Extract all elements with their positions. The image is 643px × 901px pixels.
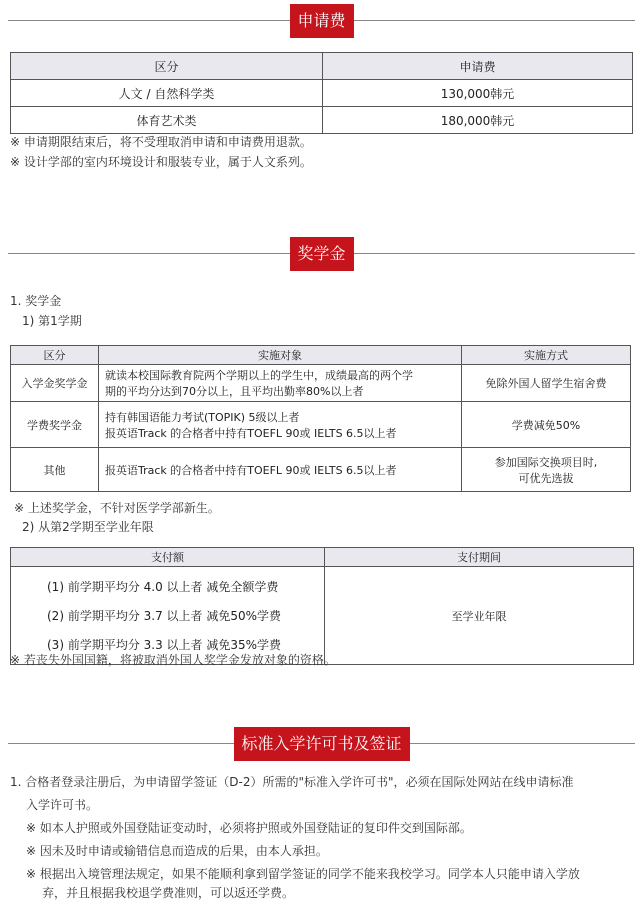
table-cell: 人文 / 自然科学类 <box>11 80 323 107</box>
table-header: 区分 <box>11 346 99 365</box>
table-header: 实施方式 <box>462 346 631 365</box>
table-cell: 130,000韩元 <box>323 80 633 107</box>
note: 弃，并且根据我校退学费准则，可以返还学费。 <box>42 886 295 900</box>
scholarship-table <box>10 345 631 492</box>
table-cell: 入学金奖学金 <box>11 365 99 402</box>
list-item: (2) 前学期平均分 3.7 以上者 减免50%学费 <box>47 609 282 623</box>
cell-line: 可优先选拔 <box>518 471 574 485</box>
sub-item: 1) 第1学期 <box>22 314 82 328</box>
note: ※ 因未及时申请或输错信息而造成的后果，由本人承担。 <box>26 844 328 858</box>
note: ※ 若丧失外国国籍，将被取消外国人奖学金发放对象的资格。 <box>10 653 336 667</box>
cell-line: 持有韩国语能力考试(TOPIK) 5级以上者 <box>105 410 300 424</box>
note: ※ 设计学部的室内环境设计和服装专业，属于人文系列。 <box>10 155 312 169</box>
section-title: 奖学金 <box>289 237 353 271</box>
table-cell: 体育艺术类 <box>11 107 323 134</box>
cell-line: 就读本校国际教育院两个学期以上的学生中，成绩最高的两个学 <box>105 369 413 382</box>
section-title: 申请费 <box>289 4 353 38</box>
note: ※ 上述奖学金，不针对医学学部新生。 <box>14 501 220 515</box>
table-cell: 至学业年限 <box>325 567 634 665</box>
table-row <box>11 567 634 665</box>
fee-table <box>10 52 633 134</box>
table-cell: 免除外国人留学生宿舍费 <box>462 365 631 402</box>
sub-item: 2) 从第2学期至学业年限 <box>22 520 154 534</box>
section-header-fee <box>0 4 643 38</box>
table-cell: 其他 <box>11 448 99 492</box>
table-cell <box>11 567 325 665</box>
table-cell <box>462 448 631 492</box>
cell-line: 参加国际交换项目时, <box>494 455 598 469</box>
table-cell: 报英语Track 的合格者中持有TOEFL 90或 IELTS 6.5以上者 <box>99 448 462 492</box>
table-header: 区分 <box>11 53 323 80</box>
cell-line: 报英语Track 的合格者中持有TOEFL 90或 IELTS 6.5以上者 <box>105 426 397 440</box>
cell-line: 期的平均分达到70分以上，且平均出勤率80%以上者 <box>105 385 364 398</box>
table-row <box>11 448 631 492</box>
table-cell <box>99 365 462 402</box>
table-row <box>11 402 631 448</box>
section-title: 标准入学许可书及签证 <box>233 727 409 761</box>
table-header: 申请费 <box>323 53 633 80</box>
table-header: 实施对象 <box>99 346 462 365</box>
section-header-visa <box>0 727 643 761</box>
list-item: 1. 奖学金 <box>10 294 62 308</box>
list-item: (3) 前学期平均分 3.3 以上者 减免35%学费 <box>47 638 282 652</box>
table-header: 支付期间 <box>325 548 634 567</box>
list-item: (1) 前学期平均分 4.0 以上者 减免全额学费 <box>47 580 279 594</box>
note: ※ 如本人护照或外国登陆证变动时，必须将护照或外国登陆证的复印件交到国际部。 <box>26 821 472 835</box>
section-header-scholarship <box>0 237 643 271</box>
note: ※ 申请期限结束后，将不受理取消申请和申请费用退款。 <box>10 135 312 149</box>
note: ※ 根据出入境管理法规定，如果不能顺利拿到留学签证的同学不能来我校学习。同学本人只能申请入学放 <box>26 867 580 881</box>
payment-table <box>10 547 634 665</box>
table-row <box>11 107 633 134</box>
paragraph: 入学许可书。 <box>26 798 99 812</box>
table-row <box>11 80 633 107</box>
paragraph: 1. 合格者登录注册后，为申请留学签证（D-2）所需的"标准入学许可书"，必须在国际处网站在线申请标准 <box>10 775 574 789</box>
table-row <box>11 365 631 402</box>
table-header: 支付额 <box>11 548 325 567</box>
table-cell <box>99 402 462 448</box>
table-cell: 180,000韩元 <box>323 107 633 134</box>
table-cell: 学费奖学金 <box>11 402 99 448</box>
table-cell: 学费减免50% <box>462 402 631 448</box>
